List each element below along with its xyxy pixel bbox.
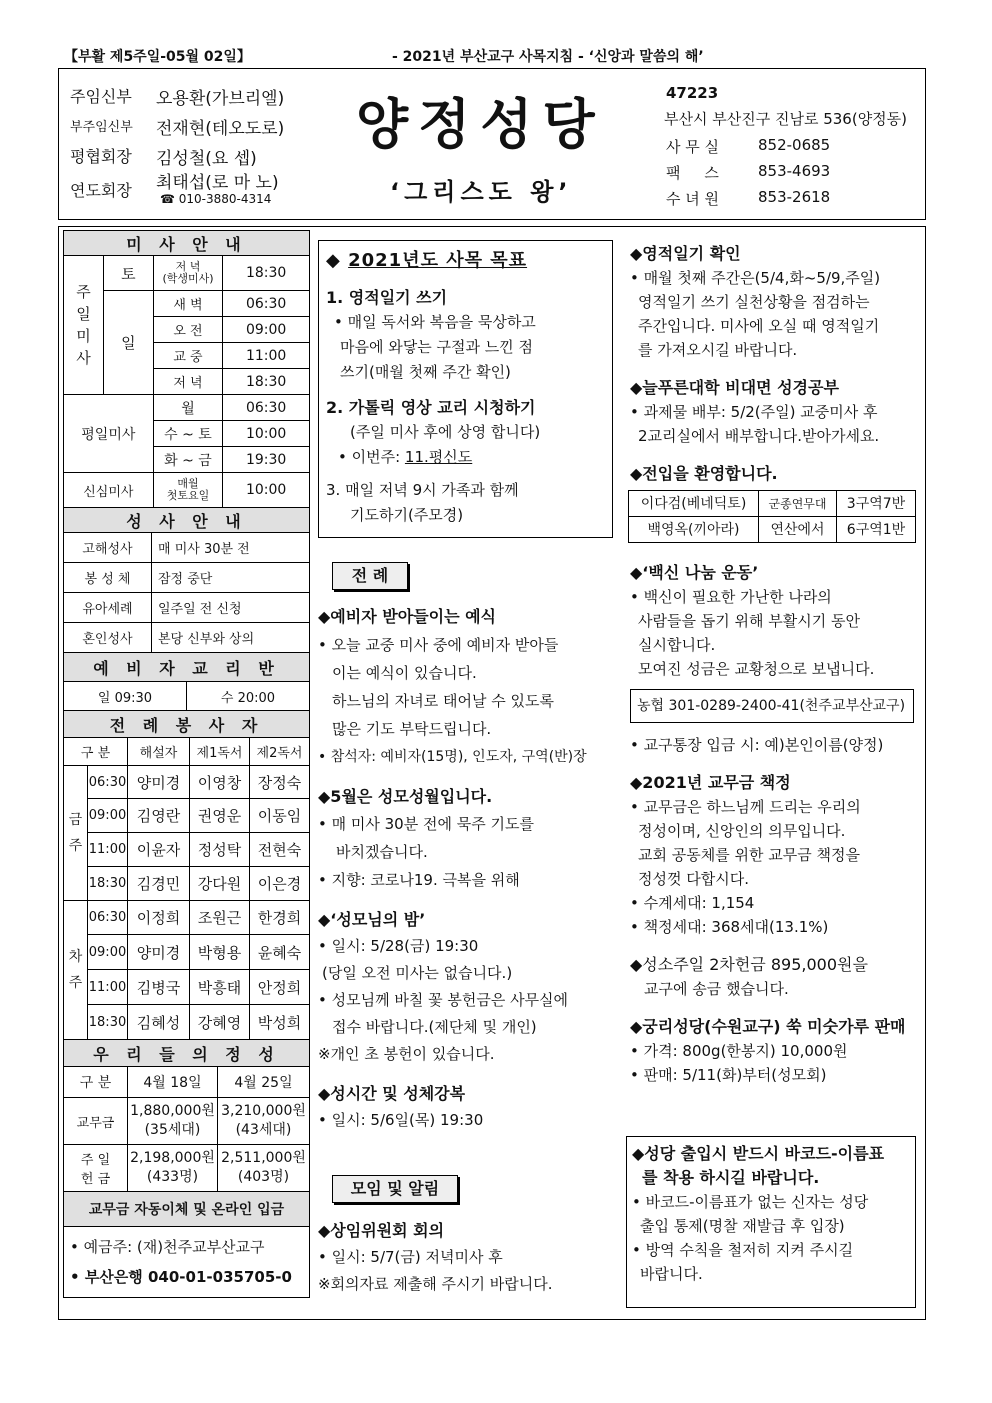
barcode-notice <box>632 1142 914 1286</box>
goal-item: 1. 영적일기 쓰기 <box>326 288 448 307</box>
catechumen-title: 예 비 자 교 리 반 <box>64 653 310 682</box>
notice-text: (당일 오전 미사는 없습니다.) <box>322 964 513 982</box>
mass-time: 18:30 <box>223 369 310 395</box>
notice-text: 바랍니다. <box>640 1265 703 1283</box>
server-name: 박흥태 <box>190 970 250 1005</box>
staff-role: 주임신부 <box>70 87 132 106</box>
sacrament-label: 혼인성사 <box>64 623 152 653</box>
transfer-from: 연산에서 <box>759 517 837 543</box>
notice-text: 교회 공동체를 위한 교무금 책정을 <box>638 846 860 864</box>
mass-time: 09:00 <box>223 317 310 343</box>
notice-text: 정성이며, 신앙인의 의무입니다. <box>638 822 846 840</box>
meetings-label: 모임 및 알림 <box>332 1175 458 1203</box>
server-name: 장정숙 <box>250 766 310 799</box>
server-name: 권영운 <box>190 799 250 833</box>
weekday-mass-label: 평일미사 <box>64 395 154 473</box>
mass-time: 11:00 <box>223 343 310 369</box>
transfer-name: 백영옥(끼아라) <box>629 517 759 543</box>
servers-table <box>63 710 310 1040</box>
sacrament-value: 잠정 중단 <box>152 563 310 593</box>
goal-text: • 매일 독서와 복음을 묵상하고 <box>334 313 536 331</box>
offerings-header: 구 분 <box>64 1067 128 1098</box>
this-week-label: 금 주 <box>64 766 88 901</box>
mass-table <box>63 230 310 508</box>
server-time: 06:30 <box>88 766 128 799</box>
server-name: 김혜성 <box>128 1005 190 1040</box>
goal-text: 마음에 와닿는 구절과 느낀 점 <box>340 338 533 356</box>
contact-label: 사 무 실 <box>666 138 720 156</box>
devotion-mass-label: 신심미사 <box>64 473 154 508</box>
liturgy-label: 전 례 <box>332 562 408 590</box>
sacrament-label: 고해성사 <box>64 533 152 563</box>
server-time: 11:00 <box>88 833 128 867</box>
notice-text: • 바코드-이름표가 없는 신자는 성당 <box>632 1193 869 1211</box>
staff-role: 평협회장 <box>70 147 132 166</box>
goal-text: 쓰기(매월 첫째 주간 확인) <box>340 363 511 381</box>
account-holder: • 예금주: (재)천주교부산교구 <box>70 1238 265 1256</box>
notice-text: • 매월 첫째 주간은(5/4,화~5/9,주일) <box>630 269 881 287</box>
goal-item: 2. 가톨릭 영상 교리 시청하기 <box>326 398 536 417</box>
offerings-header: 4월 18일 <box>128 1067 218 1098</box>
notice-text: • 매 미사 30분 전에 묵주 기도를 <box>318 815 534 833</box>
offerings-amount: 2,198,000원 (433명) <box>128 1145 218 1192</box>
offerings-header: 4월 25일 <box>218 1067 310 1098</box>
sacrament-title: 성 사 안 내 <box>64 508 310 533</box>
server-name: 김경민 <box>128 867 190 901</box>
mass-slot: 매월 첫토요일 <box>153 473 223 508</box>
parish-title: 양정성당 <box>356 92 605 156</box>
notice-title: ◆전입을 환영합니다. <box>630 464 778 483</box>
sacrament-value: 일주일 전 신청 <box>152 593 310 623</box>
staff-name: 김성철(요 셉) <box>156 149 257 169</box>
contact-value: 853-2618 <box>758 188 831 206</box>
server-name: 박형용 <box>190 935 250 970</box>
mass-time: 10:00 <box>223 421 310 447</box>
sacrament-label: 봉 성 체 <box>64 563 152 593</box>
next-week-label: 차 주 <box>64 901 88 1040</box>
transfer-title: 교무금 자동이체 및 온라인 입금 <box>64 1192 310 1227</box>
server-time: 06:30 <box>88 901 128 935</box>
server-name: 양미경 <box>128 766 190 799</box>
notice-text: • 판매: 5/11(화)부터(성모회) <box>630 1066 827 1084</box>
parish-subtitle: ‘그리스도 왕’ <box>390 178 573 206</box>
goals-section <box>326 248 611 528</box>
notice-text: 2교리실에서 배부합니다.받아가세요. <box>638 427 880 445</box>
transfer-district: 3구역7반 <box>837 491 916 517</box>
catechumen-sunday: 일 09:30 <box>64 682 187 711</box>
mass-time: 06:30 <box>223 395 310 421</box>
notice-text: 교구에 송금 했습니다. <box>644 980 789 998</box>
mass-time: 06:30 <box>223 291 310 317</box>
goal-text: 기도하기(주모경) <box>350 506 464 524</box>
offerings-label: 교무금 <box>64 1098 128 1145</box>
bulletin-date: 【부활 제5주일-05월 02일】 <box>64 49 251 65</box>
notice-title: ◆늘푸른대학 비대면 성경공부 <box>630 378 839 397</box>
contact-label: 팩 스 <box>666 164 719 182</box>
server-name: 이영창 <box>190 766 250 799</box>
mass-title: 미 사 안 내 <box>64 231 310 256</box>
bank-account-box: 농협 301-0289-2400-41(천주교부산교구) <box>630 689 914 723</box>
notice-text: 바치겠습니다. <box>336 843 428 861</box>
sacrament-table <box>63 507 310 653</box>
offerings-title: 우 리 들 의 정 성 <box>64 1040 310 1067</box>
notice-title: ◆예비자 받아들이는 예식 <box>318 607 497 626</box>
server-name: 강혜영 <box>190 1005 250 1040</box>
staff-role: 연도회장 <box>70 181 132 200</box>
server-time: 09:00 <box>88 799 128 833</box>
address: 부산시 부산진구 진남로 536(양정동) <box>664 110 908 128</box>
notice-text: • 참석자: 예비자(15명), 인도자, 구역(반)장 <box>318 749 587 765</box>
notice-title: 를 착용 하시길 바랍니다. <box>642 1168 820 1187</box>
diamond-icon: ◆ <box>326 250 349 271</box>
notice-text: ※회의자료 제출해 주시기 바랍니다. <box>318 1275 553 1293</box>
notice-text: • 책정세대: 368세대(13.1%) <box>630 918 829 936</box>
phone-number: ☎ 010-3880-4314 <box>160 192 272 206</box>
notice-text: 실시합니다. <box>638 636 716 654</box>
transfer-table <box>628 490 916 543</box>
notice-text: 많은 기도 부탁드립니다. <box>332 720 492 738</box>
servers-title: 전 례 봉 사 자 <box>64 711 310 738</box>
offerings-table <box>63 1039 310 1298</box>
notice-text: • 일시: 5/28(금) 19:30 <box>318 937 479 955</box>
server-name: 이윤자 <box>128 833 190 867</box>
server-time: 18:30 <box>88 867 128 901</box>
goal-text: • 이번주: <box>338 448 405 466</box>
notice-text: • 일시: 5/6일(목) 19:30 <box>318 1111 484 1129</box>
diocese-motto: - 2021년 부산교구 사목지침 - ‘신앙과 말씀의 해’ <box>392 49 704 65</box>
left-column <box>63 230 310 1298</box>
sacrament-value: 매 미사 30분 전 <box>152 533 310 563</box>
notice-text: 정성껏 다합시다. <box>638 870 749 888</box>
notice-title: ◆궁리성당(수원교구) 쑥 미숫가루 판매 <box>630 1017 906 1036</box>
servers-header: 제1독서 <box>190 738 250 766</box>
sacrament-value: 본당 신부와 상의 <box>152 623 310 653</box>
mass-slot: 월 <box>153 395 223 421</box>
contact-value: 853-4693 <box>758 162 831 180</box>
servers-header: 해설자 <box>128 738 190 766</box>
transfer-district: 6구역1반 <box>837 517 916 543</box>
server-name: 양미경 <box>128 935 190 970</box>
contact-label: 수 녀 원 <box>666 190 720 208</box>
notice-text: 영적일기 쓰기 실천상황을 점검하는 <box>638 293 870 311</box>
sunday-label: 일 <box>103 291 153 395</box>
server-name: 박성희 <box>250 1005 310 1040</box>
notice-text: • 과제물 배부: 5/2(주일) 교중미사 후 <box>630 403 878 421</box>
postal-code: 47223 <box>666 84 719 102</box>
goals-title: ◆ 2021년도 사목 목표 <box>326 250 528 271</box>
offerings-label: 주 일 헌 금 <box>64 1145 128 1192</box>
notice-title: ◆2021년 교무금 책정 <box>630 773 791 792</box>
meetings-section <box>318 1218 618 1297</box>
server-name: 조원근 <box>190 901 250 935</box>
offerings-amount: 3,210,000원 (43세대) <box>218 1098 310 1145</box>
mass-slot: 교 중 <box>153 343 223 369</box>
server-name: 이정희 <box>128 901 190 935</box>
server-time: 18:30 <box>88 1005 128 1040</box>
transfer-name: 이다검(베네딕토) <box>629 491 759 517</box>
mass-slot: 새 벽 <box>153 291 223 317</box>
notice-text: 모여진 성금은 교황청으로 보냅니다. <box>638 660 875 678</box>
notice-title: ◆성소주일 2차헌금 895,000원을 <box>630 955 868 974</box>
mass-slot: 화 ~ 금 <box>153 447 223 473</box>
staff-role: 부주임신부 <box>70 120 133 135</box>
server-name: 김영란 <box>128 799 190 833</box>
mass-slot: 오 전 <box>153 317 223 343</box>
catechumen-table <box>63 652 310 711</box>
goal-item: 3. 매일 저녁 9시 가족과 함께 <box>326 481 519 499</box>
mass-time: 18:30 <box>223 256 310 291</box>
server-name: 윤혜숙 <box>250 935 310 970</box>
mass-time: 19:30 <box>223 447 310 473</box>
staff-name: 최태섭(로 마 노) <box>156 173 279 193</box>
mass-time: 10:00 <box>223 473 310 508</box>
server-name: 강다원 <box>190 867 250 901</box>
video-title: 11.평신도 <box>404 448 473 466</box>
notice-text: • 수계세대: 1,154 <box>630 894 755 912</box>
notice-text: 접수 바랍니다.(제단체 및 개인) <box>332 1018 537 1036</box>
sunday-mass-label: 주 일 미 사 <box>64 256 104 395</box>
notice-text: 사람들을 돕기 위해 부활시기 동안 <box>638 612 860 630</box>
catechumen-wednesday: 수 20:00 <box>187 682 310 711</box>
notice-text: • 교무금은 하느님께 드리는 우리의 <box>630 798 861 816</box>
staff-name: 오용환(가브리엘) <box>156 89 285 109</box>
servers-header: 제2독서 <box>250 738 310 766</box>
servers-header: 구 분 <box>64 738 128 766</box>
goal-text: (주일 미사 후에 상영 합니다) <box>350 423 541 441</box>
notice-text: ※개인 초 봉헌이 있습니다. <box>318 1045 495 1063</box>
server-time: 09:00 <box>88 935 128 970</box>
liturgy-section <box>318 604 618 1133</box>
transfer-from: 군종연무대 <box>759 491 837 517</box>
server-name: 이동임 <box>250 799 310 833</box>
right-column <box>630 242 922 1087</box>
notice-text: 하느님의 자녀로 태어날 수 있도록 <box>332 692 554 710</box>
notice-text: • 가격: 800g(한봉지) 10,000원 <box>630 1042 848 1060</box>
notice-text: • 오늘 교중 미사 중에 예비자 받아들 <box>318 636 559 654</box>
notice-text: 이는 예식이 있습니다. <box>332 664 477 682</box>
server-name: 전현숙 <box>250 833 310 867</box>
server-name: 이은경 <box>250 867 310 901</box>
server-time: 11:00 <box>88 970 128 1005</box>
saturday-label: 토 <box>103 256 153 291</box>
server-name: 정성탁 <box>190 833 250 867</box>
mass-slot: 저 녁 <box>153 369 223 395</box>
notice-text: • 방역 수칙을 철저히 지켜 주시길 <box>632 1241 854 1259</box>
contact-value: 852-0685 <box>758 136 831 154</box>
notice-text: • 백신이 필요한 가난한 나라의 <box>630 588 832 606</box>
server-name: 한경희 <box>250 901 310 935</box>
notice-title: ◆‘백신 나눔 운동’ <box>630 563 759 582</box>
notice-title: ◆‘성모님의 밤’ <box>318 910 426 929</box>
notice-title: ◆상임위원회 회의 <box>318 1221 445 1240</box>
staff-name: 전재현(테오도로) <box>156 119 285 139</box>
notice-title: ◆5월은 성모성월입니다. <box>318 787 493 806</box>
mass-slot: 수 ~ 토 <box>153 421 223 447</box>
server-name: 안정희 <box>250 970 310 1005</box>
server-name: 김병국 <box>128 970 190 1005</box>
mass-slot: 저 녁 (학생미사) <box>153 256 223 291</box>
notice-text: 출입 통제(명찰 재발급 후 입장) <box>640 1217 845 1235</box>
notice-title: ◆성시간 및 성체강복 <box>318 1084 466 1103</box>
notice-text: • 교구통장 입금 시: 예)본인이름(양정) <box>630 736 884 754</box>
notice-text: • 일시: 5/7(금) 저녁미사 후 <box>318 1248 503 1266</box>
offerings-amount: 1,880,000원 (35세대) <box>128 1098 218 1145</box>
notice-text: 를 가져오시길 바랍니다. <box>638 341 798 359</box>
notice-text: 주간입니다. 미사에 오실 때 영적일기 <box>638 317 880 335</box>
notice-text: • 성모님께 바칠 꽃 봉헌금은 사무실에 <box>318 991 569 1009</box>
sacrament-label: 유아세례 <box>64 593 152 623</box>
offerings-amount: 2,511,000원 (403명) <box>218 1145 310 1192</box>
notice-title: ◆영적일기 확인 <box>630 244 741 263</box>
account-number: • 부산은행 040-01-035705-0 <box>70 1268 292 1286</box>
notice-title: ◆성당 출입시 받드시 바코드-이름표 <box>632 1144 885 1163</box>
notice-text: • 지향: 코로나19. 극복을 위해 <box>318 871 520 889</box>
